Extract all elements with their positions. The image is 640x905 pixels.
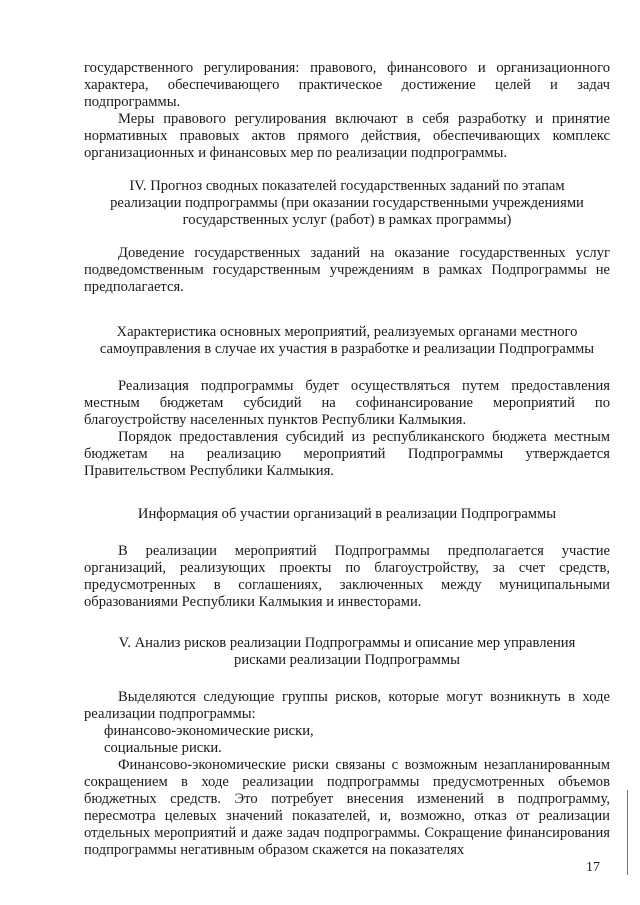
list-item: социальные риски.: [104, 740, 222, 756]
section-heading: Информация об участии организаций в реализации Подпрограммы: [137, 506, 557, 522]
paragraph: Меры правового регулирования включают в себя разработку и принятие нормативных правовых актов прямого действия, обеспечивающих комплекс организационных и финансовых мер по реализации подпрограммы.: [84, 111, 610, 161]
paragraph: Доведение государственных заданий на оказание государственных услуг подведомственным государственным учреждениям в рамках Подпрограммы не предполагается.: [84, 245, 610, 295]
paragraph: Реализация подпрограммы будет осуществляться путем предоставления местным бюджетам субсидий на софинансирование мероприятий по благоустройству населенных пунктов Республики Калмыкия.: [84, 378, 610, 428]
section-heading: Характеристика основных мероприятий, реализуемых органами местного самоуправления в случае их участия в разработке и реализации Подпрограммы: [99, 324, 595, 357]
section-heading: V. Анализ рисков реализации Подпрограммы и описание мер управления рисками реализации Подпрограммы: [118, 635, 576, 668]
scan-edge-line: [627, 790, 628, 875]
paragraph: В реализации мероприятий Подпрограммы предполагается участие организаций, реализующих проекты по благоустройству, за счет средств, предусмотренных в соглашениях, заключенных между муниципальными образованиями Республики Калмыкия и инвесторами.: [84, 543, 610, 610]
paragraph: Финансово-экономические риски связаны с возможным незапланированным сокращением в ходе реализации подпрограммы предусмотренных объемов бюджетных средств. Это потребует внесения изменений в подпрограмму, пересмотра целевых значений показателей, и, возможно, отказ от реализации отдельных мероприятий и даже задач подпрограммы. Сокращение финансирования подпрограммы негативным образом скажется на показателях: [84, 757, 610, 858]
list-item: финансово-экономические риски,: [104, 723, 314, 739]
paragraph: Выделяются следующие группы рисков, которые могут возникнуть в ходе реализации подпрограммы:: [84, 689, 610, 722]
section-heading: IV. Прогноз сводных показателей государственных заданий по этапам реализации подпрограммы (при оказании государственными учреждениями государственных услуг (работ) в рамках программы): [110, 178, 584, 228]
paragraph: государственного регулирования: правового, финансового и организационного характера, обеспечивающего практическое достижение целей и задач подпрограммы.: [84, 60, 610, 110]
paragraph: Порядок предоставления субсидий из республиканского бюджета местным бюджетам на реализацию мероприятий Подпрограммы утверждается Правительством Республики Калмыкия.: [84, 429, 610, 479]
page-number: 17: [586, 860, 600, 875]
document-page: [84, 60, 610, 859]
